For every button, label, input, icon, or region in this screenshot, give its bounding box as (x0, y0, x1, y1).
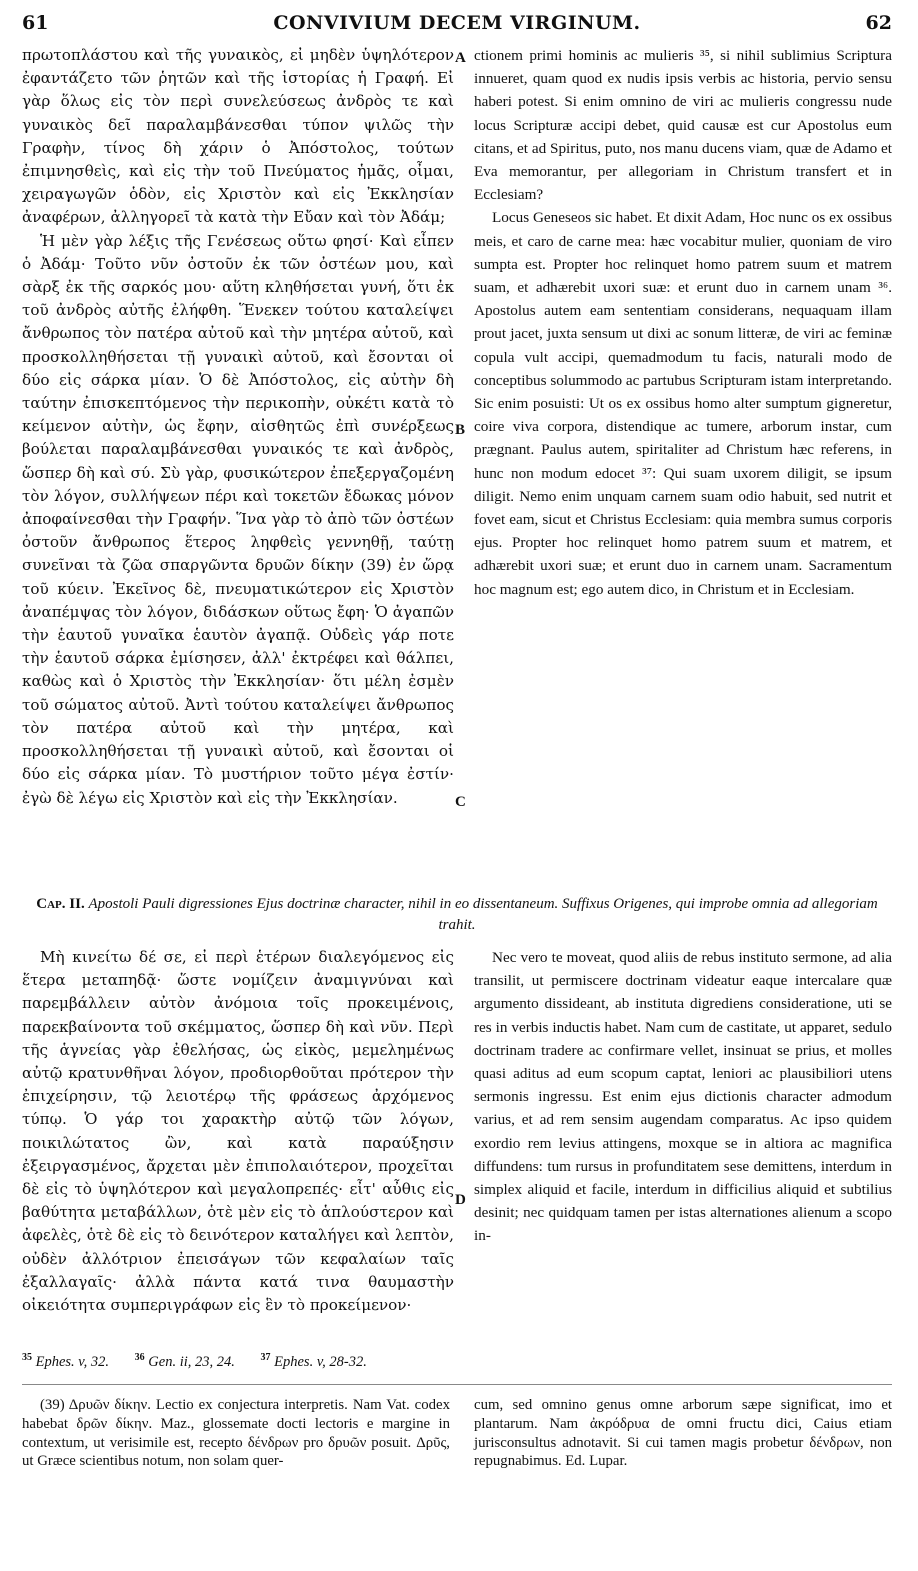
latin-column-top (474, 44, 892, 601)
reference-item: $^{35}$ Ephes. v, 32. (22, 1352, 110, 1370)
footnote-divider (22, 1384, 892, 1385)
latin-paragraph: Nec vero te moveat, quod aliis de rebus instituto sermone, ad alia transilit, ut permiscere doctrinam videatur eaque intercalare quæ argumento dissideant, ab instituta digrediens consideratione, uti se res in verbis inductis habet. Nam cum de castitate, ut apparet, sedulo doctrinam tradere ac confirmare vellet, insinuat se prius, et molles quasi aditus ad eum scopum captat, leniori ac plausibiliori utens sermonis ingressu. Est enim ejus dictionis character admodum varius, et ad rem sensim augendam comparatus. Ac ipso quidem exordio rem levius attingens, moxque se in altiora ac magnifica diffundens: tum rursus in profunditatem sese demittens, interdum in simplex aliquid et facile, interdum in difficilius aliquid et subtilius desinit; nec quidquam tamen per istas alternationes alienum a scopo in- (474, 949, 892, 1245)
reference-item: $^{36}$ Gen. ii, 23, 24. (134, 1352, 235, 1370)
greek-column-bottom (22, 946, 454, 1317)
chapter-label: Cap. II. (36, 896, 85, 912)
scripture-references (22, 1352, 892, 1371)
margin-marker-a: A (455, 50, 466, 66)
footnote-left (22, 1396, 450, 1471)
footnote-text: cum, sed omnino genus omne arborum sæpe significat, imo et plantarum. Nam ἀκρόδρυα de omni fructu dici, Caius etiam jurisconsultus adnotavit. Si cui tamen magis probetur δένδρων, non repugnabimus. Ed. Lupar. (474, 1397, 892, 1470)
chapter-heading (22, 894, 892, 936)
footnote-text: (39) Δρυῶν δίκην. Lectio ex conjectura interpretis. Nam Vat. codex habebat δρῶν δίκην. Maz., glossemate docti lectoris e margine in contextum, ut verisimile est, recepto δένδρων pro δρυῶν posuit. Δρῦς, ut Græce scientibus notum, non solam quer- (22, 1397, 450, 1470)
footnote-right (474, 1396, 892, 1471)
page-number-left: 61 (22, 12, 49, 34)
latin-column-bottom (474, 946, 892, 1248)
greek-column-top (22, 44, 454, 810)
margin-marker-d: D (455, 1192, 466, 1208)
greek-paragraph: πρωτοπλάστου καὶ τῆς γυναικὸς, εἰ μηδὲν ὑψηλότερον ἐφαντάζετο τῶν ῥητῶν καὶ τῆς ἱστορίας ἡ Γραφή. Εἰ γὰρ ὅλως εἰς τὸν περὶ συνελεύσεως ἀνδρὸς τε καὶ γυναικὸς δεῖ παραλαμβάνεσθαι τύπον ψιλῶς τὴν Γραφὴν, τίνος δὴ χάριν ὁ Ἀπόστολος, τούτων ἐπιμνησθεὶς, καὶ εἰς τὴν τοῦ Πνεύματος ἡμᾶς, οἶμαι, χειραγωγῶν ὁδὸν, εἰς Χριστὸν καὶ εἰς Ἐκκλησίαν ἀναφέρων, ἀλληγορεῖ τὰ κατὰ τὴν Εὔαν καὶ τὸν Ἀδάμ; (22, 46, 454, 227)
latin-paragraph: Locus Geneseos sic habet. Et dixit Adam, Hoc nunc os ex ossibus meis, et caro de carne mea: hæc vocabitur mulier, quoniam de viro sumpta est. Propter hoc relinquet homo patrem suum et matrem suam, et adhærebit uxori suæ: et erunt duo in carnem unam ³⁶. Apostolus autem eam sententiam considerans, nequaquam illam prout jacet, juxta sensum ut dixi ac sonum litteræ, de viri ac feminæ copula vult accipi, quemadmodum tu facis, naturali modo de conceptibus solummodo ac partubus Scripturam istam interpretando. Sic enim posuisti: Ut os ex ossibus homo alter sumptum gigneretur, coire viva corpora, distendique ac tumere, arborum instar, cum prægnant. Paulus autem, spiritaliter ad Christum hæc referens, in hunc non modum edocet ³⁷: Qui suam uxorem diligit, se ipsum diligit. Nemo enim unquam carnem suam odio habuit, sed nutrit et fovet eam, sicut et Christus Ecclesiam: quia membra sumus corporis ejus. Propter hoc relinquet homo patrem suum et matrem, et adhærebit uxori suæ; et erunt duo in carnem unam. Sacramentum hoc magnum est; ego autem dico, in Christum et in Ecclesiam. (474, 209, 892, 598)
margin-marker-b: B (455, 422, 466, 438)
margin-marker-c: C (455, 794, 466, 810)
latin-paragraph: ctionem primi hominis ac mulieris ³⁵, si nihil sublimius Scriptura innueret, quam quod ex nudis ipsis verbis ac historia, pervio sensu haberi potest. Si enim omnino de viri ac mulieris congressu nude locus Scripturæ accipi debet, quid causæ est cur Apostolus eum citans, et ad Spiritus, puto, nos manu ducens viam, quæ de Adamo et Eva memorantur, per allegoriam in Christum transfert et in Ecclesiam? (474, 47, 892, 204)
reference-item: $^{37}$ Ephes. v, 28-32. (260, 1352, 367, 1370)
greek-paragraph: Μὴ κινείτω δέ σε, εἰ περὶ ἑτέρων διαλεγόμενος εἰς ἕτερα μεταπηδᾷ· ὥστε νομίζειν ἀναμιγνύναι καὶ παρεμβάλλειν αὐτὸν ἀνόμοια τοῖς προκειμένοις, παρεκβαίνοντα τοῦ σκέμματος, ὥσπερ δὴ καὶ νῦν. Περὶ τῆς ἁγνείας γὰρ ἐθελήσας, ὡς εἰκὸς, μεμελημένως αὐτῷ κρατυνθῆναι λόγον, προδιορθοῦται πρότερον τὴν ἐπιχείρησιν, τῷ λειοτέρῳ τῆς φράσεως ἀρχόμενος τύπῳ. Ὁ γάρ τοι χαρακτὴρ αὐτῷ τῶν λόγων, ποικιλώτατος ὢν, καὶ κατὰ παραύξησιν ἐξειργασμένος, ἄρχεται μὲν ἐπιπολαιότερον, προχεῖται δὲ εἰς τὸ ὑψηλότερον καὶ μεγαλοπρεπές· εἶτ' αὖθις εἰς βαθύτητα μεταβάλλων, ὁτὲ μὲν εἰς τὸ ἁπλούστερον καὶ ἀφελὲς, ὁτὲ δὲ εἰς τὸ δεινότερον καταλήγει καὶ λεπτὸν, οὐδὲν ἀλλότριον ἐπεισάγων τῶν κεφαλαίων ταῖς ἐξαλλαγαῖς· ἀλλὰ πάντα κατά τινα θαυμαστὴν οἰκειότητα συμπεριγράφων εἰς ἓν τὸ προκείμενον· (22, 948, 454, 1315)
running-header (22, 12, 892, 40)
page-number-right: 62 (865, 12, 892, 34)
running-title: CONVIVIUM DECEM VIRGINUM. (273, 12, 641, 34)
greek-paragraph: Ἡ μὲν γὰρ λέξις τῆς Γενέσεως οὕτω φησί· Καὶ εἶπεν ὁ Ἀδάμ· Τοῦτο νῦν ὀστοῦν ἐκ τῶν ὀστέων μου, καὶ σὰρξ ἐκ τῆς σαρκός μου· αὕτη κληθήσεται γυνή, ὅτι ἐκ τοῦ ἀνδρὸς αὐτῆς ἐλήφθη. Ἕνεκεν τούτου καταλείψει ἄνθρωπος τὸν πατέρα αὐτοῦ καὶ τὴν μητέρα αὐτοῦ, καὶ προσκολληθήσεται τῇ γυναικὶ αὐτοῦ, καὶ ἔσονται οἱ δύο εἰς σάρκα μίαν. Ὁ δὲ Ἀπόστολος, εἰς αὐτὴν δὴ ταύτην ἐπισκεπτόμενος τὴν περικοπὴν, οὐκέτι κατὰ τὸ κείμενον αὐτὴν, ὡς ἔφην, αἰσθητῶς ἐπὶ συνέρξεως βούλεται παραλαμβάνεσθαι γυναικός τε καὶ ἀνδρὸς, ὥσπερ δὴ καὶ σύ. Σὺ γὰρ, φυσικώτερον ἐπεξεργαζομένη τὸν λόγον, συλλήψεων πέρι καὶ τοκετῶν ἔδωκας μόνον ἀποφαίνεσθαι τὴν Γραφήν. Ἵνα γὰρ τὸ ἀπὸ τῶν ὀστέων ὀστοῦν ἄνθρωπος ἕτερος ληφθεὶς γεννηθῇ, ταύτῃ συνεῖναι τὰ ζῶα σπαργῶντα δρυῶν δίκην (39) ἐν ὥρᾳ τοῦ κύειν. Ἐκεῖνος δὲ, πνευματικώτερον εἰς Χριστὸν ἀναπέμψας τὸν λόγον, διδάσκων οὕτως ἔφη· Ὁ ἀγαπῶν τὴν ἑαυτοῦ γυναῖκα ἑαυτὸν ἀγαπᾷ. Οὐδεὶς γάρ ποτε τὴν ἑαυτοῦ σάρκα ἐμίσησεν, ἀλλ' ἐκτρέφει καὶ θάλπει, καθὼς καὶ ὁ Χριστὸς τὴν Ἐκκλησίαν· ὅτι μέλη ἐσμὲν τοῦ σώματος αὐτοῦ. Ἀντὶ τούτου καταλείψει ἄνθρωπος τὸν πατέρα αὐτοῦ καὶ τὴν μητέρα, καὶ προσκολληθήσεται τῇ γυναικὶ αὐτοῦ, καὶ ἔσονται οἱ δύο εἰς σάρκα μίαν. Τὸ μυστήριον τοῦτο μέγα ἐστίν· ἐγὼ δὲ λέγω εἰς Χριστὸν καὶ εἰς τὴν Ἐκκλησίαν. (22, 231, 454, 807)
chapter-summary: Apostoli Pauli digressiones Ejus doctrinæ character, nihil in eo dissentaneum. Suffixus Origenes, qui improbe omnia ad allegoriam trahit. (88, 896, 878, 933)
